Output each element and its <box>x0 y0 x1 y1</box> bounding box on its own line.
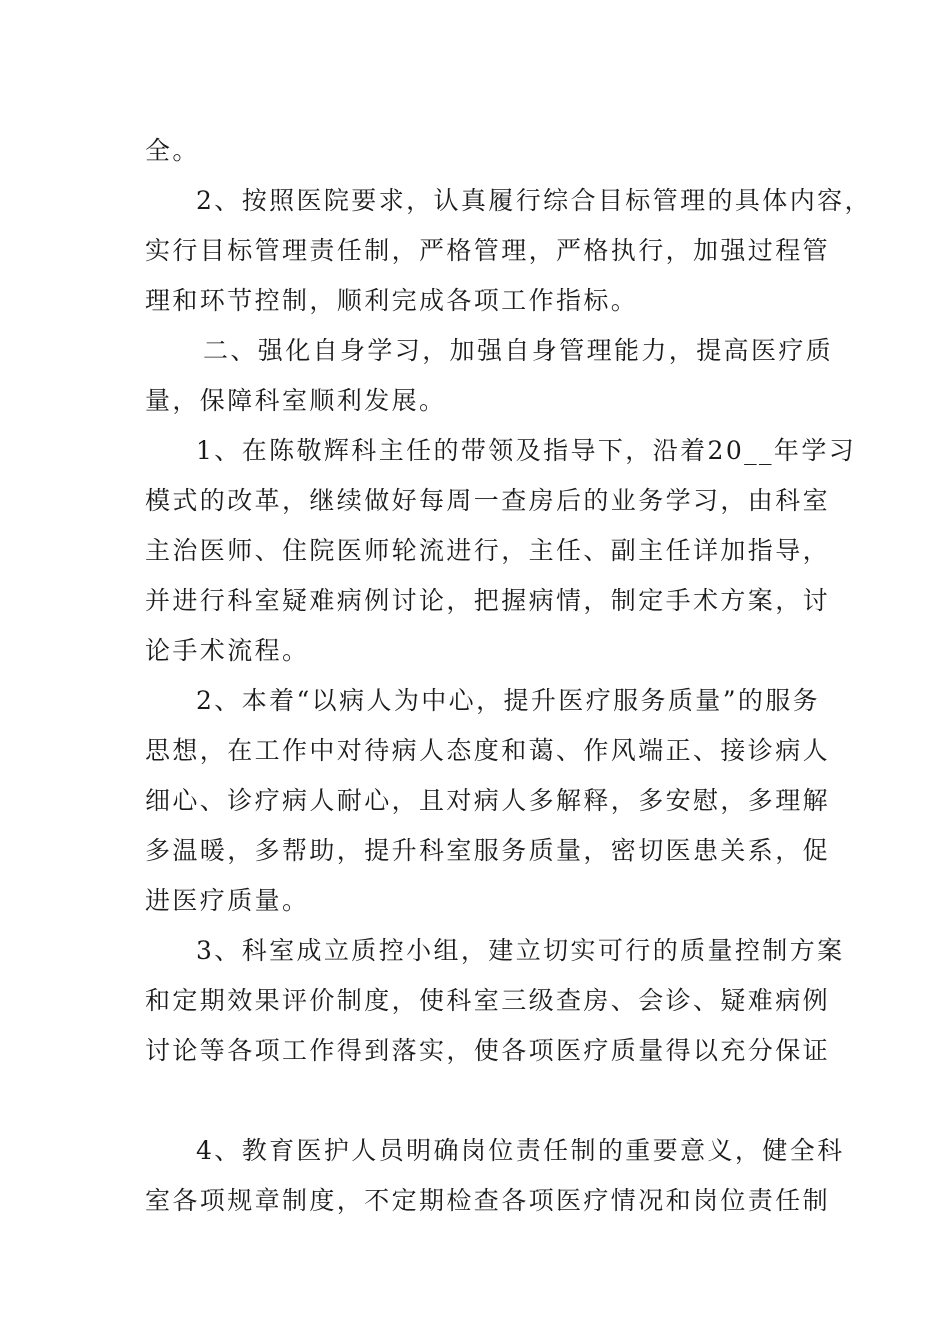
paragraph-line: 室各项规章制度，不定期检查各项医疗情况和岗位责任制 <box>145 1186 831 1215</box>
paragraph-line: 论手术流程。 <box>145 636 310 665</box>
paragraph-line: 量，保障科室顺利发展。 <box>145 386 447 415</box>
paragraph-line: 2、本着“以病人为中心，提升医疗服务质量”的服务 <box>196 686 821 715</box>
paragraph-line: 3、科室成立质控小组，建立切实可行的质量控制方案 <box>196 936 845 965</box>
paragraph-line: 主治医师、住院医师轮流进行，主任、副主任详加指导， <box>145 536 831 565</box>
paragraph-line: 细心、诊疗病人耐心，且对病人多解释，多安慰，多理解 <box>145 786 831 815</box>
paragraph-line: 4、教育医护人员明确岗位责任制的重要意义，健全科 <box>196 1136 845 1165</box>
section-heading: 二、强化自身学习，加强自身管理能力，提高医疗质 <box>203 336 834 365</box>
paragraph-line: 讨论等各项工作得到落实，使各项医疗质量得以充分保证 <box>145 1036 831 1065</box>
paragraph-line: 和定期效果评价制度，使科室三级查房、会诊、疑难病例 <box>145 986 831 1015</box>
paragraph-line: 实行目标管理责任制，严格管理，严格执行，加强过程管 <box>145 236 831 265</box>
paragraph-line: 理和环节控制，顺利完成各项工作指标。 <box>145 286 639 315</box>
paragraph-line: 进医疗质量。 <box>145 886 310 915</box>
paragraph-line: 全。 <box>145 136 200 165</box>
paragraph-line: 模式的改革，继续做好每周一查房后的业务学习，由科室 <box>145 486 831 515</box>
paragraph-line: 并进行科室疑难病例讨论，把握病情，制定手术方案，讨 <box>145 586 831 615</box>
paragraph-line: 思想，在工作中对待病人态度和蔼、作风端正、接诊病人 <box>145 736 831 765</box>
paragraph-line: 1、在陈敬辉科主任的带领及指导下，沿着20__年学习 <box>196 436 857 465</box>
paragraph-line: 多温暖，多帮助，提升科室服务质量，密切医患关系，促 <box>145 836 831 865</box>
paragraph-line: 2、按照医院要求，认真履行综合目标管理的具体内容， <box>196 186 872 215</box>
